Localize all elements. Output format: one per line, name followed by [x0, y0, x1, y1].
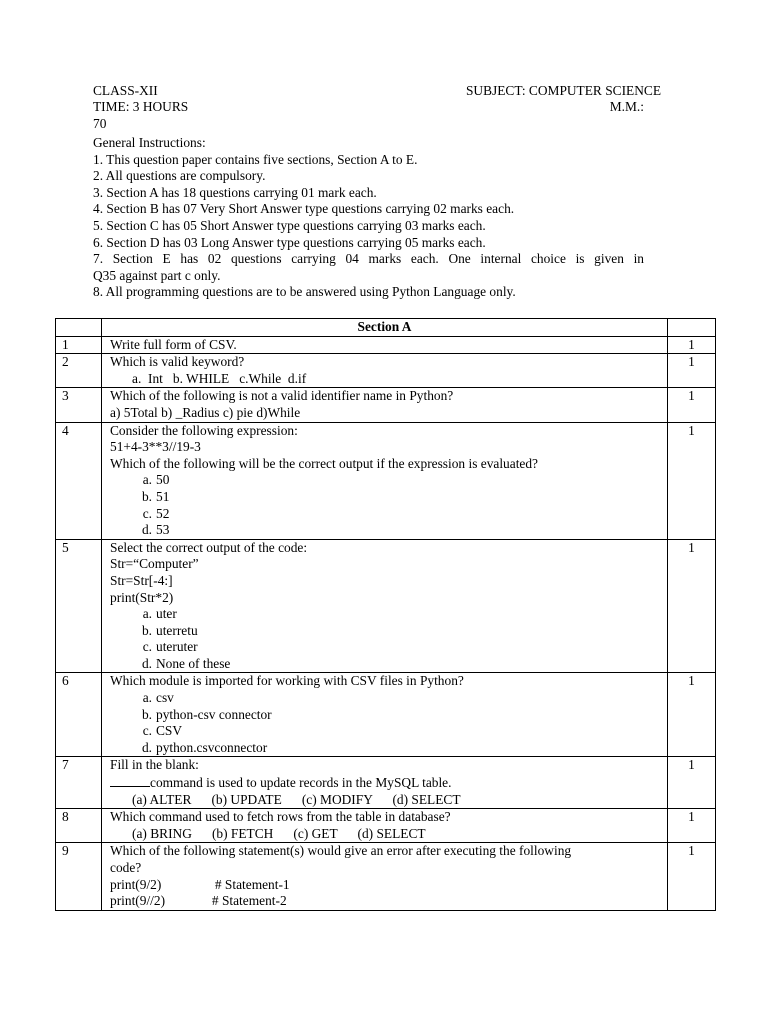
section-title: Section A [102, 319, 668, 337]
option-item: b. 51 [141, 488, 170, 504]
instructions-title: General Instructions: [93, 135, 206, 150]
header-row-3 [93, 116, 661, 133]
question-number: 4 [56, 422, 102, 539]
time-label: TIME: 3 HOURS [93, 99, 189, 114]
code-line: Str=Str[-4:] [110, 572, 173, 588]
question-marks: 1 [668, 757, 716, 809]
table-row [56, 843, 716, 910]
expression: 51+4-3**3//19-3 [110, 439, 201, 455]
subject-label: SUBJECT: COMPUTER SCIENCE [465, 83, 661, 98]
question-marks: 1 [668, 354, 716, 388]
class-label: CLASS-XII [93, 83, 158, 98]
question-text: Which module is imported for working with CSV files in Python? a. csv b. python-csv connector c. CSV d. python.csvconnector [102, 673, 668, 757]
instruction-item: 8. All programming questions are to be answered using Python Language only. [93, 284, 516, 300]
question-marks: 1 [668, 336, 716, 354]
question-number: 6 [56, 673, 102, 757]
question-text: Which is valid keyword? a. Int b. WHILE c.While d.if [102, 354, 668, 388]
table-row [56, 354, 716, 388]
header-row-1 [93, 83, 661, 100]
option-item: a. 50 [142, 472, 170, 488]
question-marks: 1 [668, 673, 716, 757]
instruction-item: 3. Section A has 18 questions carrying 01 mark each. [93, 184, 377, 200]
question-number: 3 [56, 388, 102, 422]
table-row [56, 388, 716, 422]
general-instructions [93, 135, 644, 301]
question-number: 7 [56, 757, 102, 809]
question-marks: 1 [668, 809, 716, 843]
option-item: d. None of these [141, 655, 231, 671]
section-header-row [56, 319, 716, 337]
question-text: Which of the following statement(s) would give an error after executing the following code? print(9/2) # Statement-1 print(9//2) # Statement-2 [102, 843, 668, 910]
table-row [56, 809, 716, 843]
code-line: Str=“Computer” [110, 556, 199, 572]
instruction-item: 7. Section E has 02 questions carrying 04 marks each. One internal choice is given in [93, 251, 644, 267]
max-marks-value: 70 [93, 116, 107, 131]
option-item: c. 52 [142, 505, 170, 521]
instruction-item: 6. Section D has 03 Long Answer type questions carrying 05 marks each. [93, 234, 486, 250]
option-item: d. 53 [141, 522, 170, 538]
question-marks: 1 [668, 388, 716, 422]
question-text: Consider the following expression: 51+4-3**3//19-3 Which of the following will be the correct output if the expression is evaluated? a. 50 b. 51 c. 52 d. 53 [102, 422, 668, 539]
instruction-item: 5. Section C has 05 Short Answer type questions carrying 03 marks each. [93, 217, 486, 233]
question-marks: 1 [668, 843, 716, 910]
question-number: 8 [56, 809, 102, 843]
section-a-table [55, 318, 716, 911]
option-item: c. CSV [142, 723, 183, 739]
code-line: print(9//2) # Statement-2 [110, 893, 287, 909]
header-row-2 [93, 99, 661, 116]
question-options: (a) ALTER (b) UPDATE (c) MODIFY (d) SELECT [132, 791, 461, 807]
code-line: print(9/2) # Statement-1 [110, 876, 290, 892]
question-options: (a) BRING (b) FETCH (c) GET (d) SELECT [132, 825, 426, 841]
instruction-item: 4. Section B has 07 Very Short Answer type questions carrying 02 marks each. [93, 201, 515, 217]
question-text: Which of the following is not a valid identifier name in Python? a) 5Total b) _Radius c) pie d)While [102, 388, 668, 422]
question-options: a) 5Total b) _Radius c) pie d)While [110, 404, 301, 420]
question-text: Fill in the blank: command is used to update records in the MySQL table. (a) ALTER (b) UPDATE (c) MODIFY (d) SELECT [102, 757, 668, 809]
question-text: Select the correct output of the code: Str=“Computer” Str=Str[-4:] print(Str*2) a. uter b. uterretu c. uteruter d. None of these [102, 539, 668, 673]
option-item: b. uterretu [141, 622, 198, 638]
fill-blank [110, 774, 150, 787]
question-number: 5 [56, 539, 102, 673]
question-marks: 1 [668, 539, 716, 673]
question-marks: 1 [668, 422, 716, 539]
instruction-item: 2. All questions are compulsory. [93, 168, 266, 184]
table-row [56, 673, 716, 757]
question-text: Write full form of CSV. [102, 336, 668, 354]
table-row [56, 539, 716, 673]
option-item: a. csv [142, 690, 174, 706]
option-item: d. python.csvconnector [141, 739, 268, 755]
question-number: 2 [56, 354, 102, 388]
question-options: a. Int b. WHILE c.While d.if [132, 370, 307, 386]
code-line: print(Str*2) [110, 589, 174, 605]
option-item: a. uter [142, 606, 177, 622]
question-number: 1 [56, 336, 102, 354]
max-marks-label: M.M.: [609, 99, 644, 114]
question-text: Which command used to fetch rows from the table in database? (a) BRING (b) FETCH (c) GET (d) SELECT [102, 809, 668, 843]
table-row [56, 336, 716, 354]
table-row [56, 757, 716, 809]
option-item: c. uteruter [142, 639, 198, 655]
question-number: 9 [56, 843, 102, 910]
option-item: b. python-csv connector [141, 706, 272, 722]
instruction-item: 1. This question paper contains five sections, Section A to E. [93, 151, 418, 167]
instruction-item: Q35 against part c only. [93, 267, 221, 283]
table-row [56, 422, 716, 539]
